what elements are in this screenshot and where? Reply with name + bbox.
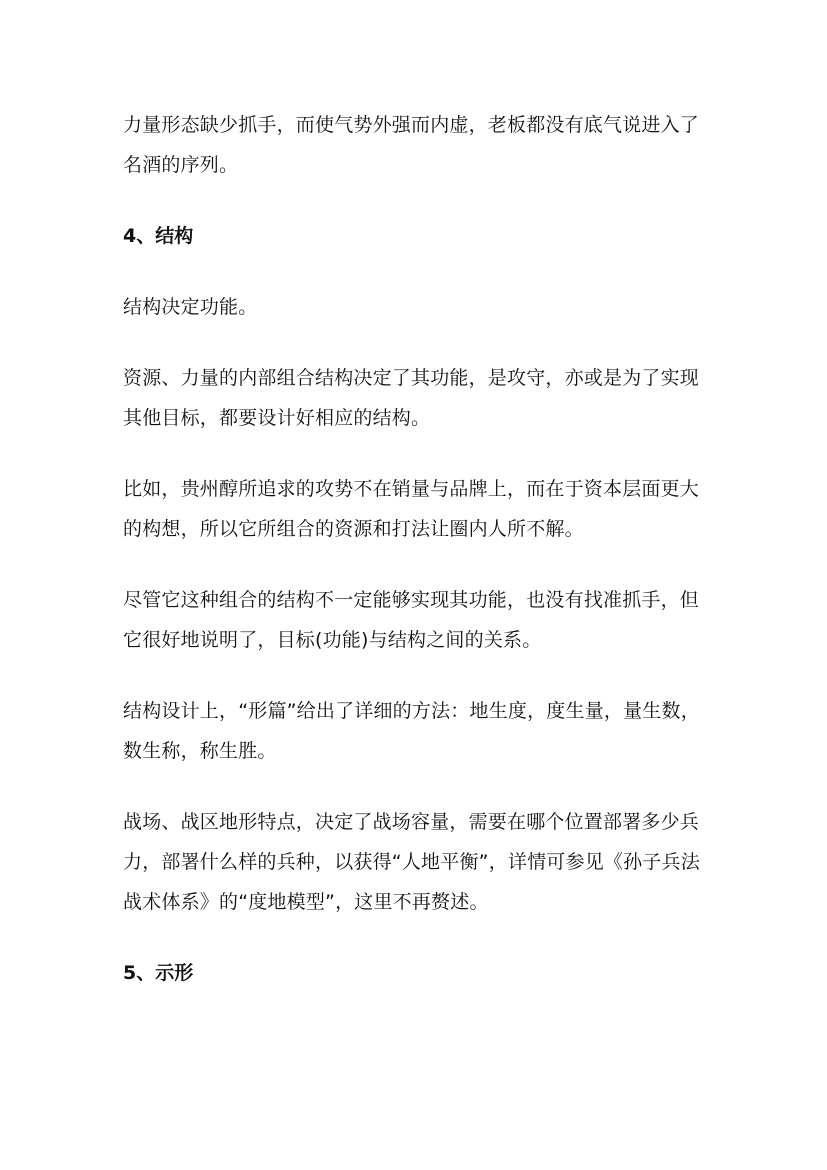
paragraph-1: 力量形态缺少抓手，而使气势外强而内虚，老板都没有底气说进入了名酒的序列。	[123, 114, 700, 176]
paragraph-5: 尽管它这种组合的结构不一定能够实现其功能，也没有找准抓手，但它很好地说明了，目标(功能)与结构之间的关系。	[123, 589, 700, 651]
document-body	[123, 105, 713, 993]
paragraph-7: 战场、战区地形特点，决定了战场容量，需要在哪个位置部署多少兵力，部署什么样的兵种，以获得“人地平衡”，详情可参见《孙子兵法战术体系》的“度地模型”，这里不再赘述。	[123, 811, 700, 913]
section-heading-4: 4、结构	[123, 225, 194, 247]
paragraph-6: 结构设计上，“形篇”给出了详细的方法：地生度，度生量，量生数，数生称，称生胜。	[123, 700, 700, 762]
paragraph-2: 结构决定功能。	[123, 296, 258, 318]
paragraph-4: 比如，贵州醇所追求的攻势不在销量与品牌上，而在于资本层面更大的构想，所以它所组合的资源和打法让圈内人所不解。	[123, 478, 700, 540]
paragraph-3: 资源、力量的内部组合结构决定了其功能，是攻守，亦或是为了实现其他目标，都要设计好相应的结构。	[123, 367, 700, 429]
section-heading-5: 5、示形	[123, 962, 194, 984]
